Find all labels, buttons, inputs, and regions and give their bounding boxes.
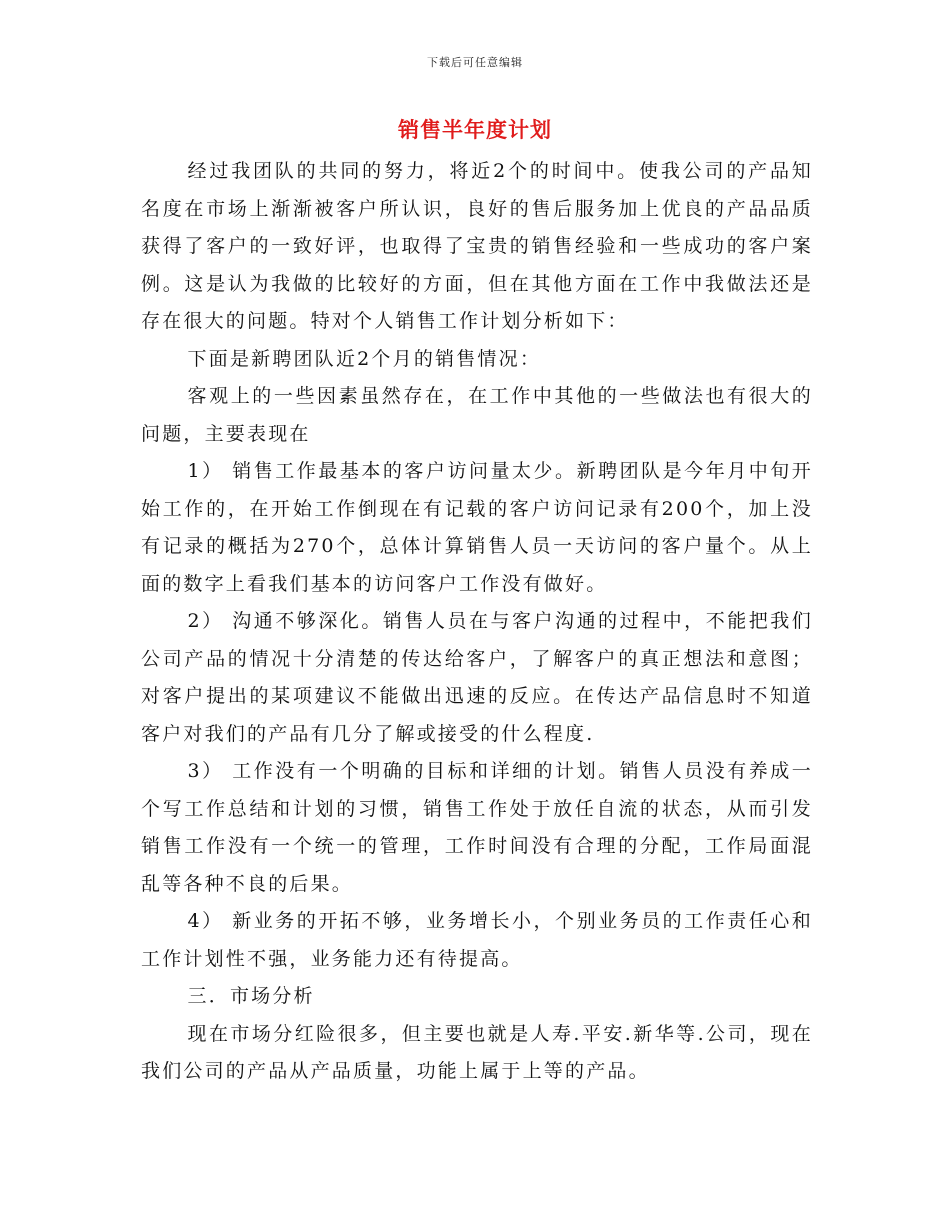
paragraph-sales-situation: 下面是新聘团队近2个月的销售情况： xyxy=(187,347,542,370)
paragraph-problems: 客观上的一些因素虽然存在，在工作中其他的一些做法也有很大的问题，主要表现在 xyxy=(141,385,813,445)
paragraph-item-3: 3） 工作没有一个明确的目标和详细的计划。销售人员没有养成一个写工作总结和计划的习惯，销售工作处于放任自流的状态，从而引发销售工作没有一个统一的管理，工作时间没有合理的分配，工作局面混乱等各种不良的后果。 xyxy=(141,760,813,895)
document-title: 销售半年度计划 xyxy=(398,118,552,142)
section-heading-market: 三．市场分析 xyxy=(187,985,315,1007)
paragraph-item-1: 1） 销售工作最基本的客户访问量太少。新聘团队是今年月中旬开始工作的，在开始工作倒现在有记载的客户访问记录有200个，加上没有记录的概括为270个，总体计算销售人员一天访问的客户量个。从上面的数字上看我们基本的访问客户工作没有做好。 xyxy=(141,460,813,595)
page-header: 下载后可任意编辑 xyxy=(427,56,523,69)
paragraph-item-4: 4） 新业务的开拓不够，业务增长小，个别业务员的工作责任心和工作计划性不强，业务能力还有待提高。 xyxy=(141,910,813,970)
document-body xyxy=(141,153,813,1091)
paragraph-market-analysis: 现在市场分红险很多，但主要也就是人寿.平安.新华等.公司，现在我们公司的产品从产品质量，功能上属于上等的产品。 xyxy=(141,1022,813,1082)
paragraph-item-2: 2） 沟通不够深化。销售人员在与客户沟通的过程中，不能把我们公司产品的情况十分清楚的传达给客户，了解客户的真正想法和意图；对客户提出的某项建议不能做出迅速的反应。在传达产品信息时不知道客户对我们的产品有几分了解或接受的什么程度. xyxy=(141,610,813,745)
paragraph-intro: 经过我团队的共同的努力，将近2个的时间中。使我公司的产品知名度在市场上渐渐被客户所认识，良好的售后服务加上优良的产品品质获得了客户的一致好评，也取得了宝贵的销售经验和一些成功的客户案例。这是认为我做的比较好的方面，但在其他方面在工作中我做法还是存在很大的问题。特对个人销售工作计划分析如下： xyxy=(141,160,813,332)
